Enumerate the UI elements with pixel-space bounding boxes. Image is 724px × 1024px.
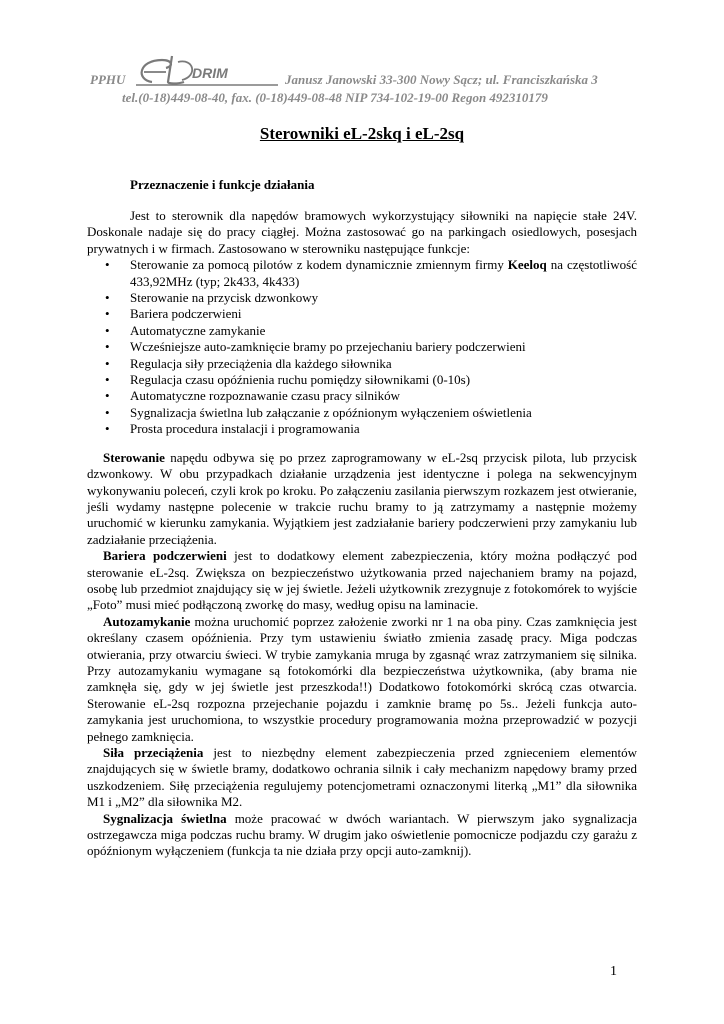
list-item: • Automatyczne rozpoznawanie czasu pracy silników <box>105 388 401 404</box>
company-contacts: tel.(0-18)449-08-40, fax. (0-18)449-08-48 NIP 734-102-19-00 Regon 492310179 <box>122 90 548 105</box>
paragraph-bariera: Bariera podczerwieni jest to dodatkowy element zabezpieczenia, który można podłączyć pod sterowanie eL-2sq. Zwiększa on bezpieczeństwo użytkowania przed najechaniem bramy na pojazd, osobę lub przedmiot znajdujący się w jej świetle. Jeżeli użytkownik zrezygnuje z fotokomórek to wyjście „Foto” musi mieć podłączoną zworkę do masy, według opisu na laminacie. <box>87 548 637 613</box>
bullet-icon: • <box>105 388 110 404</box>
letterhead <box>0 50 724 110</box>
bullet-icon: • <box>105 257 110 273</box>
list-item: • Regulacja czasu opóźnienia ruchu pomiędzy siłownikami (0-10s) <box>105 372 471 388</box>
list-item: • Sterowanie na przycisk dzwonkowy <box>105 290 319 306</box>
paragraph-sila: Siła przeciążenia jest to niezbędny element zabezpieczenia przed zgnieceniem elementów znajdujących się w świetle bramy, dodatkowo ochrania silnik i cały mechanizm napędowy bramy przed uszkodzeniem. Siłę przeciążenia regulujemy potencjometrami oznaczonymi literką „M1” dla siłownika M1 i „M2” dla siłownika M2. <box>87 745 637 810</box>
section-title: Przeznaczenie i funkcje działania <box>130 177 315 192</box>
bullet-icon: • <box>105 355 110 371</box>
list-item: • Sterowanie za pomocą pilotów z kodem dynamicznie zmiennym firmy Keeloq na częstotliwość 433,92MHz (typ; 2k433, 4k433) <box>105 257 637 289</box>
paragraph-sygnalizacja: Sygnalizacja świetlna może pracować w dwóch wariantach. W pierwszym jako sygnalizacja ostrzegawcza miga podczas ruchu bramy. W drugim jako oświetlenie pomocnicze podjazdu czy garażu z opóźnionym wyłączeniem (funkcja ta nie działa przy opcji auto-zamknij). <box>87 810 637 859</box>
paragraph-autozamykanie: Autozamykanie można uruchomić poprzez założenie zworki nr 1 na oba piny. Czas zamknięcia jest określany czasem opóźnienia. Przy tym ustawieniu światło zmienia zasadę pracy. Miga podczas otwierania, przy otwarciu świeci. W trybie zamykania mruga by zgasnąć wraz zatrzymaniem się silnika. Przy autozamykaniu wymagane są fotokomórki dla bezpieczeństwa użytkownika, (aby brama nie zamknęła się, gdy w jej świetle jest przeszkoda!!) Dodatkowo fotokomórki skrócą czas otwarcia. Sterowanie eL-2sq rozpozna przejechanie pojazdu i zamknie bramę po 5s.. Jeżeli funkcja auto-zamykania jest uruchomiona, to wszystkie procedury programowania można przeprowadzić w pozycji pełnego zamknięcia. <box>87 613 637 744</box>
list-item: • Regulacja siły przeciążenia dla każdego siłownika <box>105 355 392 371</box>
eldrim-logo <box>132 54 282 90</box>
company-address: Janusz Janowski 33-300 Nowy Sącz; ul. Franciszkańska 3 <box>285 72 598 87</box>
intro-paragraph: Jest to sterownik dla napędów bramowych wykorzystujący siłowniki na napięcie stałe 24V. Doskonale nadaje się do pracy ciągłej. Można zastosować go na parkingach osiedlowych, posesjach prywatnych i w firmach. Zastosowano w sterowniku następujące funkcje: <box>87 208 637 256</box>
page-number: 1 <box>610 964 617 979</box>
svg-text:DRIM: DRIM <box>192 65 228 81</box>
list-item: • Sygnalizacja świetlna lub załączanie z opóźnionym wyłączeniem oświetlenia <box>105 404 532 420</box>
list-item: • Automatyczne zamykanie <box>105 322 266 338</box>
feature-list <box>87 257 637 437</box>
list-item: • Bariera podczerwieni <box>105 306 242 322</box>
document-body <box>87 208 637 860</box>
paragraph-sterowanie: Sterowanie napędu odbywa się po przez zaprogramowany w eL-2sq przycisk pilota, lub przycisk dzwonkowy. W obu przypadkach działanie urządzenia jest identyczne i polega na sekwencyjnym wykonywaniu poleceń, czyli krok po kroku. Po załączeniu zasilania pierwszym rozkazem jest otwieranie, jeśli wydamy następne polecenie w trakcie ruchu bramy to ją zatrzymamy a następnie możemy uruchomić w kierunku zamykania. Wyjątkiem jest zadziałanie bariery podczerwieni przy zamykaniu lub zadziałanie przeciążenia. <box>87 449 637 547</box>
bullet-icon: • <box>105 404 110 420</box>
bullet-icon: • <box>105 322 110 338</box>
bullet-icon: • <box>105 339 110 355</box>
company-prefix: PPHU <box>90 72 126 87</box>
list-item: • Prosta procedura instalacji i programowania <box>105 421 360 437</box>
bullet-icon: • <box>105 421 110 437</box>
bullet-icon: • <box>105 372 110 388</box>
list-item: • Wcześniejsze auto-zamknięcie bramy po przejechaniu bariery podczerwieni <box>105 339 526 355</box>
bullet-icon: • <box>105 306 110 322</box>
bullet-icon: • <box>105 290 110 306</box>
document-title: Sterowniki eL-2skq i eL-2sq <box>259 124 465 143</box>
